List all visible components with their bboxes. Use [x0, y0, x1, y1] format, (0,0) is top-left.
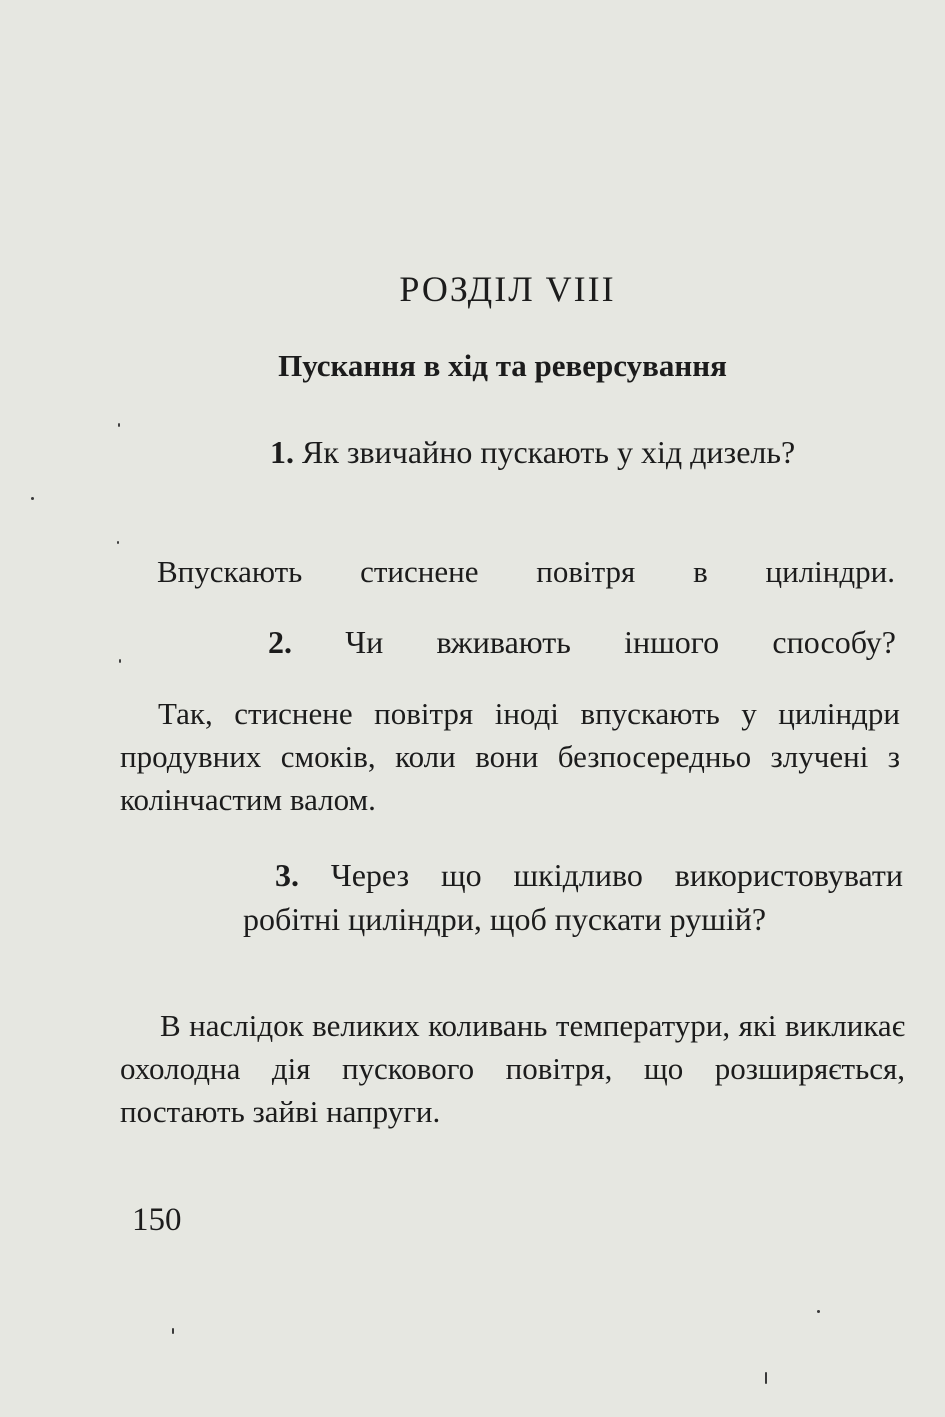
chapter-heading: РОЗДІЛ VIII — [399, 269, 616, 309]
section-title: Пускання в хід та реверсування — [278, 348, 727, 383]
answer-text: Так, стиснене повітря іноді впускають у циліндри продувних смоків, коли вони безпосередньо злучені з колінчастим валом. — [120, 696, 900, 817]
answer-text: Впускають стиснене повітря в циліндри. — [157, 554, 895, 589]
print-speck — [817, 1310, 820, 1313]
question-number: 2. — [268, 624, 292, 660]
question-text: Через що шкідливо використовувати робітні циліндри, щоб пускати рушій? — [243, 857, 904, 937]
print-speck — [118, 423, 120, 427]
print-speck — [31, 497, 34, 500]
page-number: 150 — [132, 1202, 182, 1238]
question-number: 3. — [275, 857, 299, 893]
answer-text: В наслідок великих коливань температури, які викликає охолодна дія пускового повітря, що розширяється, постають зайві напруги. — [120, 1008, 905, 1129]
question-text: Чи вживають іншого способу? — [345, 624, 896, 660]
question-2 — [268, 620, 896, 664]
answer-2 — [120, 692, 900, 821]
question-number: 1. — [270, 434, 294, 470]
question-3 — [243, 853, 903, 941]
print-speck — [117, 541, 119, 544]
print-speck — [765, 1372, 767, 1384]
question-1 — [230, 430, 898, 474]
print-speck — [172, 1328, 174, 1334]
print-speck — [119, 659, 121, 663]
answer-1 — [157, 550, 895, 593]
question-text: Як звичайно пускають у хід дизель? — [302, 434, 796, 470]
answer-3 — [120, 1004, 905, 1133]
